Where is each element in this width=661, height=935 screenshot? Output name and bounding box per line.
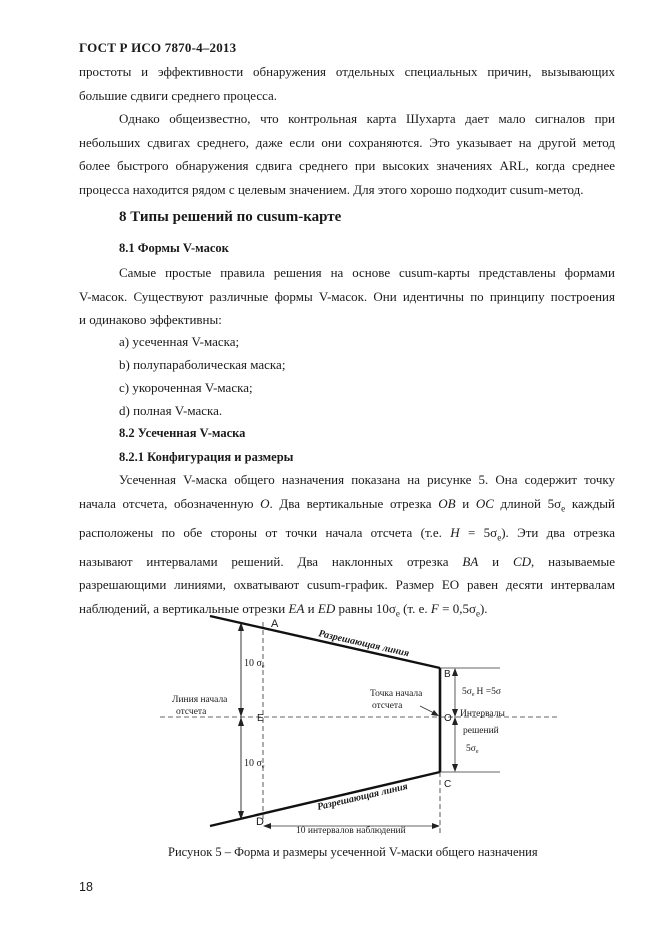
- label-a: A: [271, 618, 279, 630]
- ten-sigma-upper: 10 $\sigma_e$: [244, 658, 265, 670]
- intervals-label-1: Интервалы: [460, 709, 505, 719]
- list-item: a) усеченная V-маска;: [119, 334, 240, 349]
- paragraph-1: простоты и эффективности обнаружения отдельных специальных причин, вызывающих большие сдвиги среднего процесса.: [79, 64, 615, 103]
- ten-sigma-lower: 10 $\sigma_e$: [244, 758, 265, 770]
- observations-label: 10 интервалов наблюдений: [296, 826, 406, 836]
- label-c: C: [444, 779, 452, 790]
- origin-line-label-2: отсчета: [176, 707, 207, 717]
- list-item: c) укороченная V-маска;: [119, 380, 253, 395]
- arrow-head: [238, 717, 244, 726]
- label-b: B: [444, 669, 451, 680]
- list-item: b) полупараболическая маска;: [119, 357, 286, 372]
- arrow-head: [238, 708, 244, 717]
- origin-point-label-2: отсчета: [372, 701, 403, 711]
- standard-header: ГОСТ Р ИСО 7870-4–2013: [79, 40, 237, 55]
- section-8-2-heading: 8.2 Усеченная V-маска: [119, 426, 246, 440]
- figure-caption: Рисунок 5 – Форма и размеры усеченной V-маски общего назначения: [168, 845, 538, 859]
- paragraph-4: Усеченная V-маска общего назначения показана на рисунке 5. Она содержит точку начала отсчета, обозначенную O. Два вертикальные отрезка OB и OC длиной $5\sigma_e$ каждый расположены по обе стороны от точки начала отсчета (т.е. $H = 5\sigma_e$). Эти два отрезка называют интервалами решений. Два наклонных отрезка BA и CD, называемые разрешающими линиями, охватывают cusum-график. Размер EO равен десяти интервалам наблюдений, а вертикальные отрезки EA и ED равны $10\sigma_e$ (т. е. $F = 0,5\sigma_e$).: [79, 472, 615, 619]
- label-d: D: [256, 816, 264, 828]
- section-8-1-heading: 8.1 Формы V-масок: [119, 241, 229, 255]
- section-8-heading: 8 Типы решений по cusum-карте: [119, 209, 342, 225]
- section-8-2-1-heading: 8.2.1 Конфигурация и размеры: [119, 450, 294, 464]
- decision-line-label-upper: Разрешающая линия: [317, 628, 411, 660]
- h-label: $5\sigma_e$ H =5σ: [462, 687, 502, 698]
- decision-line-label-lower: Разрешающая линия: [316, 781, 409, 813]
- decision-line-lower: [210, 772, 440, 826]
- intervals-label-2: решений: [463, 726, 499, 736]
- five-sigma-label: $5\sigma_e$: [466, 744, 479, 755]
- paragraph-3: Самые простые правила решения на основе cusum-карты представлены формами V-масок. Существуют различные формы V-масок. Они идентичны по принципу построения и одинаково эффективны:: [79, 265, 615, 327]
- label-e: E: [257, 713, 264, 724]
- label-o: O: [444, 713, 452, 724]
- paragraph-2: Однако общеизвестно, что контрольная карта Шухарта дает мало сигналов при небольших сдвигах среднего, даже если они сохраняются. Это указывает на другой метод более быстрого обнаружения сдвига среднего при высоких значениях ARL, когда среднее процесса находится рядом с целевым значением. Для этого хорошо подходит cusum-метод.: [79, 111, 615, 197]
- list-item: d) полная V-маска.: [119, 403, 223, 418]
- page-number: 18: [79, 880, 93, 894]
- origin-line-label-1: Линия начала: [172, 695, 228, 705]
- origin-point-label-1: Точка начала: [370, 689, 423, 699]
